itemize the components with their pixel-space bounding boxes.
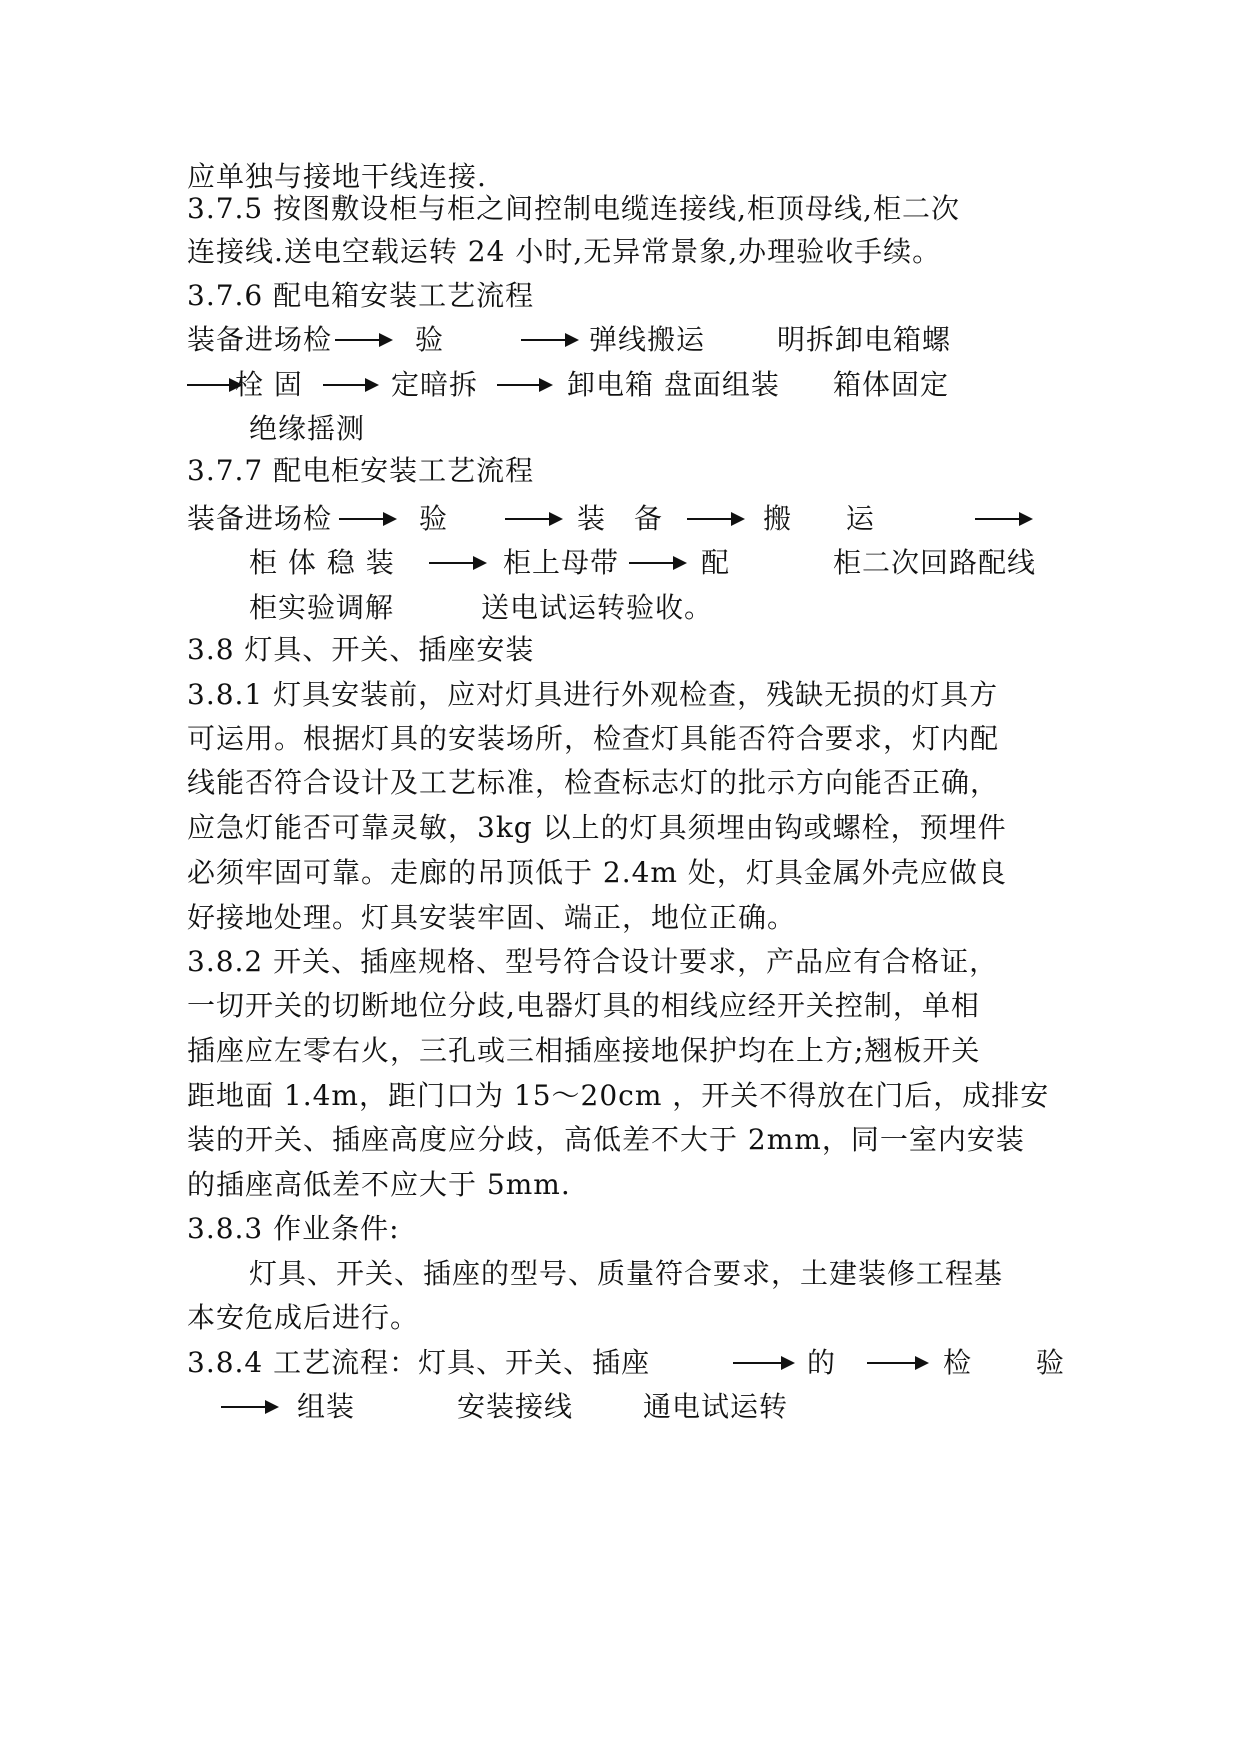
text-line: 应单独与接地干线连接. xyxy=(187,160,487,193)
flow-row xyxy=(187,499,1057,539)
arrow-right-icon xyxy=(323,365,379,405)
flow-step: 安装接线 xyxy=(457,1390,574,1423)
flow-row: 绝缘摇测 xyxy=(249,412,366,445)
flow-step: 明拆卸电箱螺 xyxy=(777,323,952,356)
flow-step: 的 xyxy=(807,1346,837,1379)
flow-step: 定暗拆 xyxy=(391,368,479,401)
flow-step: 送电试运转验收。 xyxy=(481,591,714,624)
text-line: 线能否符合设计及工艺标准，检查标志灯的批示方向能否正确， xyxy=(187,766,1000,799)
flow-row xyxy=(221,1387,821,1427)
flow-step: 配 xyxy=(701,546,731,579)
flow-step: 装备进场检 xyxy=(187,502,333,535)
arrow-right-icon xyxy=(687,499,745,539)
flow-step: 通电试运转 xyxy=(643,1390,789,1423)
arrow-right-icon xyxy=(221,1387,279,1427)
flow-step: 柜二次回路配线 xyxy=(833,546,1037,579)
text-line: 插座应左零右火，三孔或三相插座接地保护均在上方;翘板开关 xyxy=(187,1034,981,1067)
text-line: 应急灯能否可靠灵敏，3kg 以上的灯具须埋由钩或螺栓，预埋件 xyxy=(187,811,1007,844)
text-line: 必须牢固可靠。走廊的吊顶低于 2.4m 处，灯具金属外壳应做良 xyxy=(187,856,1007,889)
flow-step: 柜 体 稳 装 xyxy=(249,546,395,579)
flow-row xyxy=(249,588,849,628)
section-heading: 3.7.7 配电柜安装工艺流程 xyxy=(187,454,535,487)
text-line: 灯具、开关、插座的型号、质量符合要求，土建装修工程基 xyxy=(249,1257,1004,1290)
section-heading: 3.7.6 配电箱安装工艺流程 xyxy=(187,279,535,312)
flow-step: 装备进场检 xyxy=(187,323,333,356)
flow-step: 3.8.4 工艺流程：灯具、开关、插座 xyxy=(187,1346,651,1379)
text-line: 好接地处理。灯具安装牢固、端正，地位正确。 xyxy=(187,901,797,934)
flow-step: 检 验 xyxy=(943,1346,1065,1379)
flow-step: 验 xyxy=(415,323,445,356)
flow-row xyxy=(187,320,1057,360)
flow-row xyxy=(187,1343,1067,1383)
arrow-right-icon xyxy=(497,365,553,405)
arrow-right-icon xyxy=(629,543,687,583)
arrow-right-icon xyxy=(335,320,393,360)
text-line: 的插座高低差不应大于 5mm. xyxy=(187,1168,571,1201)
text-line: 3.7.5 按图敷设柜与柜之间控制电缆连接线,柜顶母线,柜二次 xyxy=(187,192,960,225)
text-line: 可运用。根据灯具的安装场所，检查灯具能否符合要求，灯内配 xyxy=(187,722,1000,755)
flow-step: 弹线搬运 xyxy=(589,323,706,356)
arrow-right-icon xyxy=(429,543,487,583)
flow-row xyxy=(187,365,1057,405)
text-line: 距地面 1.4m，距门口为 15～20cm ，开关不得放在门后，成排安 xyxy=(187,1079,1050,1112)
flow-step: 搬 运 xyxy=(763,502,875,535)
text-line: 3.8.1 灯具安装前，应对灯具进行外观检查，残缺无损的灯具方 xyxy=(187,678,999,711)
arrow-right-icon xyxy=(339,499,397,539)
section-heading: 3.8.3 作业条件: xyxy=(187,1212,400,1245)
flow-step: 验 xyxy=(419,502,449,535)
arrow-right-icon xyxy=(867,1343,929,1383)
flow-step: 柜上母带 xyxy=(503,546,620,579)
text-line: 一切开关的切断地位分歧,电器灯具的相线应经开关控制，单相 xyxy=(187,989,980,1022)
text-line: 本安危成后进行。 xyxy=(187,1301,420,1334)
text-line: 3.8.2 开关、插座规格、型号符合设计要求，产品应有合格证， xyxy=(187,945,999,978)
arrow-right-icon xyxy=(733,1343,795,1383)
text-line: 装的开关、插座高度应分歧，高低差不大于 2mm，同一室内安装 xyxy=(187,1123,1025,1156)
flow-step: 组装 xyxy=(297,1390,356,1423)
arrow-right-icon xyxy=(505,499,563,539)
flow-step: 装 备 xyxy=(577,502,663,535)
flow-step: 箱体固定 xyxy=(833,368,950,401)
text-line: 连接线.送电空载运转 24 小时,无异常景象,办理验收手续。 xyxy=(187,235,942,268)
section-heading: 3.8 灯具、开关、插座安装 xyxy=(187,633,535,666)
arrow-right-icon xyxy=(521,320,579,360)
flow-step: 栓 固 xyxy=(235,368,303,401)
flow-step: 柜实验调解 xyxy=(249,591,395,624)
flow-step: 卸电箱 盘面组装 xyxy=(567,368,780,401)
flow-row xyxy=(249,543,1069,583)
arrow-right-icon xyxy=(975,499,1033,539)
